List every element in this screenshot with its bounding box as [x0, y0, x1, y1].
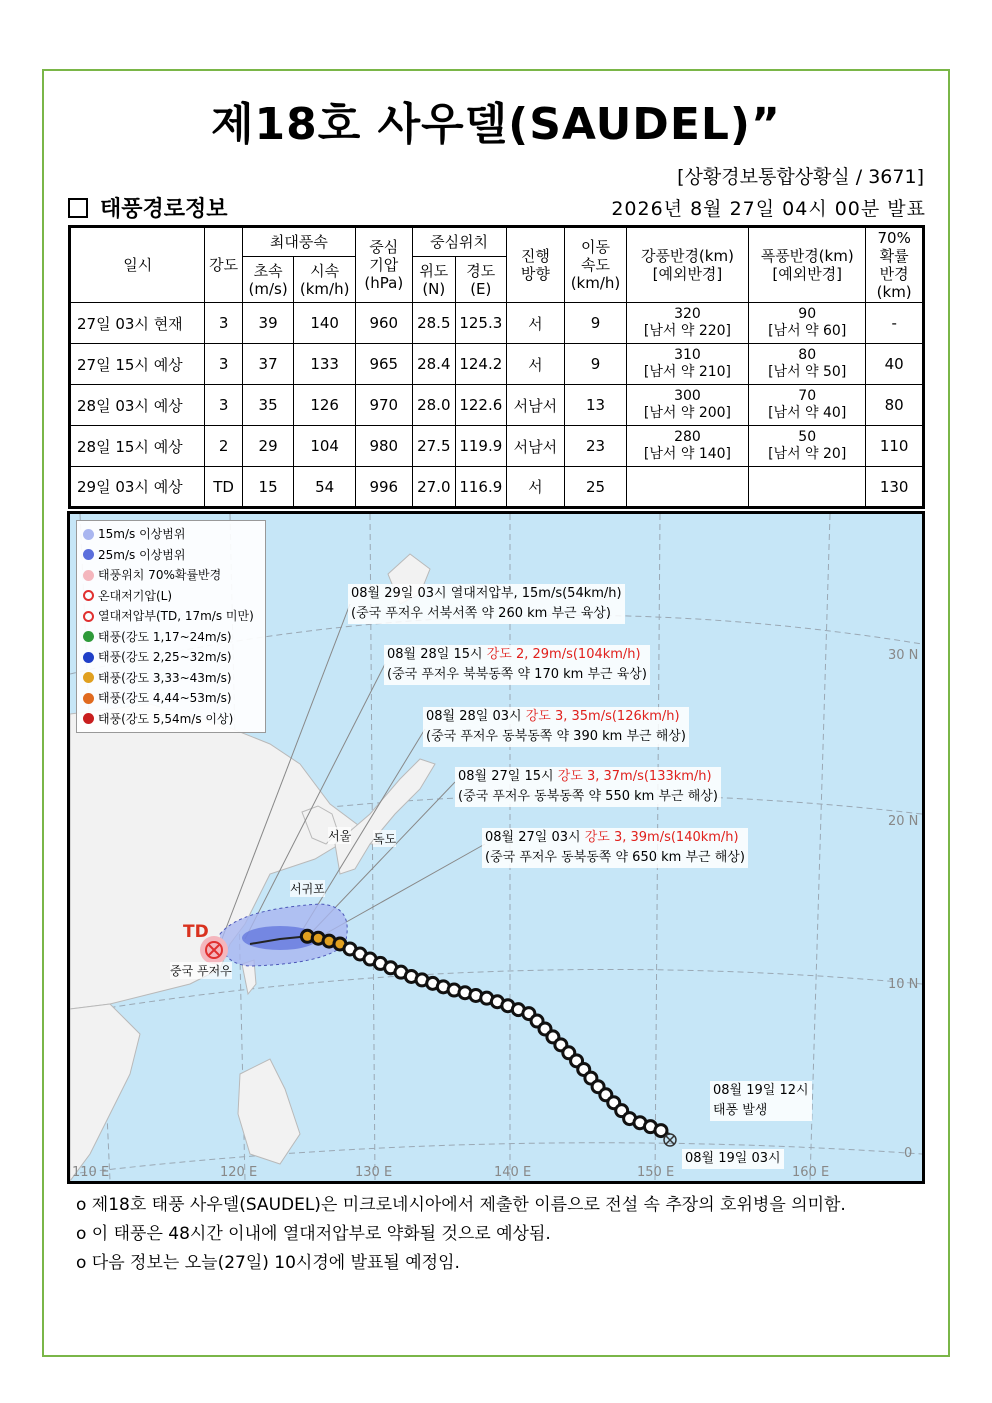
header-wind-kmh: 시속 (km/h) — [294, 257, 356, 303]
header-pressure: 중심 기압 (hPa) — [355, 227, 412, 303]
cell-storm-radius: 90 [남서 약 60] — [749, 303, 866, 344]
note-item: o 제18호 태풍 사우델(SAUDEL)은 미크로네시아에서 제출한 이름으로 전설 속 추장의 호위병을 의미함. — [76, 1195, 846, 1215]
lon-tick: 150 E — [637, 1165, 675, 1180]
typhoon-track-map — [67, 511, 925, 1184]
track-markers — [301, 930, 667, 1136]
cell-pressure: 960 — [355, 303, 412, 344]
cell-grade: 3 — [205, 303, 242, 344]
table-row — [70, 426, 924, 467]
cell-wind-kmh: 133 — [294, 344, 356, 385]
cell-grade: 3 — [205, 344, 242, 385]
cell-wind-ms: 29 — [242, 426, 294, 467]
origin-label: 08월 19일 03시 — [682, 1149, 784, 1169]
cell-wind-ms: 37 — [242, 344, 294, 385]
section-title: 태풍경로정보 — [100, 197, 228, 222]
td-label: TD — [183, 922, 209, 942]
cell-lat: 28.0 — [412, 385, 455, 426]
header-max-wind: 최대풍속 — [242, 227, 355, 257]
header-speed: 이동 속도 (km/h) — [565, 227, 627, 303]
cell-lon: 116.9 — [456, 467, 507, 508]
lat-tick: 10 N — [888, 977, 919, 992]
legend-item: 25m/s 이상범위 — [83, 545, 259, 566]
callout-td: 08월 29일 03시 열대저압부, 15m/s(54km/h) (중국 푸저우 서북서쪽 약 260 km 부근 육상) — [348, 584, 625, 624]
callout-28d03h: 08월 28일 03시 강도 3, 35m/s(126km/h) (중국 푸저우 동북동쪽 약 390 km 부근 해상) — [423, 707, 689, 747]
cell-strong-radius: 280 [남서 약 140] — [626, 426, 748, 467]
typhoon-track-icon — [655, 1125, 667, 1137]
cell-lat: 27.5 — [412, 426, 455, 467]
place-fuzhou: 중국 푸저우 — [170, 964, 232, 978]
lon-tick: 110 E — [72, 1165, 110, 1180]
lon-tick: 130 E — [355, 1165, 393, 1180]
lon-tick: 120 E — [220, 1165, 258, 1180]
lat-tick: 30 N — [888, 648, 919, 663]
legend-item: 15m/s 이상범위 — [83, 524, 259, 545]
cell-lon: 124.2 — [456, 344, 507, 385]
cell-time: 28일 15시 예상 — [70, 426, 205, 467]
lat-tick: 0 — [904, 1146, 913, 1161]
header-grade: 강도 — [205, 227, 242, 303]
typhoon-grade4-icon — [83, 693, 94, 704]
legend-item: 태풍(강도 5,54m/s 이상) — [83, 709, 259, 730]
cell-wind-ms: 35 — [242, 385, 294, 426]
cell-time: 29일 03시 예상 — [70, 467, 205, 508]
table-row — [70, 303, 924, 344]
page-title: 제18호 사우델(SAUDEL)” — [211, 99, 781, 150]
cell-time: 27일 03시 현재 — [70, 303, 205, 344]
cell-grade: TD — [205, 467, 242, 508]
cell-wind-kmh: 54 — [294, 467, 356, 508]
typhoon-grade2-icon — [83, 652, 94, 663]
place-seoul: 서울 — [328, 829, 352, 843]
cell-storm-radius: 70 [남서 약 40] — [749, 385, 866, 426]
legend-item: 태풍(강도 1,17~24m/s) — [83, 627, 259, 648]
callout-27d15h: 08월 27일 15시 강도 3, 37m/s(133km/h) (중국 푸저우 동북동쪽 약 550 km 부근 해상) — [455, 767, 721, 807]
table-row — [70, 344, 924, 385]
track-info-table — [68, 225, 925, 509]
td-legend-icon — [83, 611, 94, 622]
legend-item: 온대저기압(L) — [83, 586, 259, 607]
cell-lat: 28.4 — [412, 344, 455, 385]
cell-strong-radius: 320 [남서 약 220] — [626, 303, 748, 344]
note-item: o 이 태풍은 48시간 이내에 열대저압부로 약화될 것으로 예상됨. — [76, 1224, 551, 1244]
cell-speed: 23 — [565, 426, 627, 467]
cell-probability: 130 — [866, 467, 924, 508]
place-seogwipo: 서귀포 — [290, 882, 325, 896]
cell-lon: 125.3 — [456, 303, 507, 344]
blue-dark-circle-icon — [83, 549, 94, 560]
header-storm-radius: 폭풍반경(km) [예외반경] — [749, 227, 866, 303]
cell-grade: 3 — [205, 385, 242, 426]
cell-pressure: 965 — [355, 344, 412, 385]
cell-direction: 서남서 — [506, 426, 565, 467]
table-row — [70, 467, 924, 508]
cell-speed: 9 — [565, 344, 627, 385]
header-direction: 진행 방향 — [506, 227, 565, 303]
cell-lon: 119.9 — [456, 426, 507, 467]
legend-item: 태풍(강도 4,44~53m/s) — [83, 688, 259, 709]
lon-tick: 140 E — [494, 1165, 532, 1180]
cell-strong-radius: 310 [남서 약 210] — [626, 344, 748, 385]
cell-pressure: 980 — [355, 426, 412, 467]
issued-time: 2026년 8월 27일 04시 00분 발표 — [611, 198, 926, 220]
genesis-label: 08월 19일 12시 태풍 발생 — [710, 1081, 812, 1121]
map-legend — [76, 520, 266, 733]
header-time: 일시 — [70, 227, 205, 303]
lat-tick: 20 N — [888, 814, 919, 829]
typhoon-grade5-icon — [83, 713, 94, 724]
cell-direction: 서 — [506, 467, 565, 508]
callout-27d03h: 08월 27일 03시 강도 3, 39m/s(140km/h) (중국 푸저우 동북동쪽 약 650 km 부근 해상) — [482, 828, 748, 868]
note-item: o 다음 정보는 오늘(27일) 10시경에 발표될 예정임. — [76, 1253, 460, 1273]
section-heading — [68, 192, 228, 223]
cell-storm-radius: 50 [남서 약 20] — [749, 426, 866, 467]
typhoon-grade3-icon — [83, 672, 94, 683]
office-label: [상황경보통합상황실 / 3671] — [677, 166, 924, 188]
checkbox-icon — [68, 198, 88, 218]
legend-item: 열대저압부(TD, 17m/s 미만) — [83, 606, 259, 627]
cell-direction: 서 — [506, 303, 565, 344]
cell-wind-kmh: 104 — [294, 426, 356, 467]
legend-item: 태풍(강도 2,25~32m/s) — [83, 647, 259, 668]
legend-item: 태풍(강도 3,33~43m/s) — [83, 668, 259, 689]
cell-probability: 110 — [866, 426, 924, 467]
cell-time: 28일 03시 예상 — [70, 385, 205, 426]
header-strong-wind-radius: 강풍반경(km) [예외반경] — [626, 227, 748, 303]
blue-light-circle-icon — [83, 529, 94, 540]
cell-strong-radius — [626, 467, 748, 508]
header-lon: 경도 (E) — [456, 257, 507, 303]
header-center-pos: 중심위치 — [412, 227, 506, 257]
cell-grade: 2 — [205, 426, 242, 467]
cell-lat: 28.5 — [412, 303, 455, 344]
cell-probability: - — [866, 303, 924, 344]
cell-pressure: 996 — [355, 467, 412, 508]
header-probability-radius: 70% 확률 반경 (km) — [866, 227, 924, 303]
callout-28d15h: 08월 28일 15시 강도 2, 29m/s(104km/h) (중국 푸저우 북북동쪽 약 170 km 부근 육상) — [384, 645, 650, 685]
lon-tick: 160 E — [792, 1165, 830, 1180]
header-wind-ms: 초속 (m/s) — [242, 257, 294, 303]
pink-circle-icon — [83, 570, 94, 581]
cell-lat: 27.0 — [412, 467, 455, 508]
cell-probability: 40 — [866, 344, 924, 385]
cell-wind-kmh: 140 — [294, 303, 356, 344]
cell-speed: 13 — [565, 385, 627, 426]
cell-storm-radius: 80 [남서 약 50] — [749, 344, 866, 385]
legend-item: 태풍위치 70%확률반경 — [83, 565, 259, 586]
cell-speed: 25 — [565, 467, 627, 508]
cell-lon: 122.6 — [456, 385, 507, 426]
cell-strong-radius: 300 [남서 약 200] — [626, 385, 748, 426]
cell-time: 27일 15시 예상 — [70, 344, 205, 385]
cell-pressure: 970 — [355, 385, 412, 426]
cell-wind-ms: 15 — [242, 467, 294, 508]
cell-wind-kmh: 126 — [294, 385, 356, 426]
cell-storm-radius — [749, 467, 866, 508]
header-lat: 위도 (N) — [412, 257, 455, 303]
place-dokdo: 독도 — [373, 832, 397, 846]
extratropical-icon — [83, 590, 94, 601]
cell-probability: 80 — [866, 385, 924, 426]
cell-speed: 9 — [565, 303, 627, 344]
typhoon-grade1-icon — [83, 631, 94, 642]
table-row — [70, 385, 924, 426]
notes — [76, 1191, 846, 1278]
cell-direction: 서 — [506, 344, 565, 385]
cell-direction: 서남서 — [506, 385, 565, 426]
cell-wind-ms: 39 — [242, 303, 294, 344]
